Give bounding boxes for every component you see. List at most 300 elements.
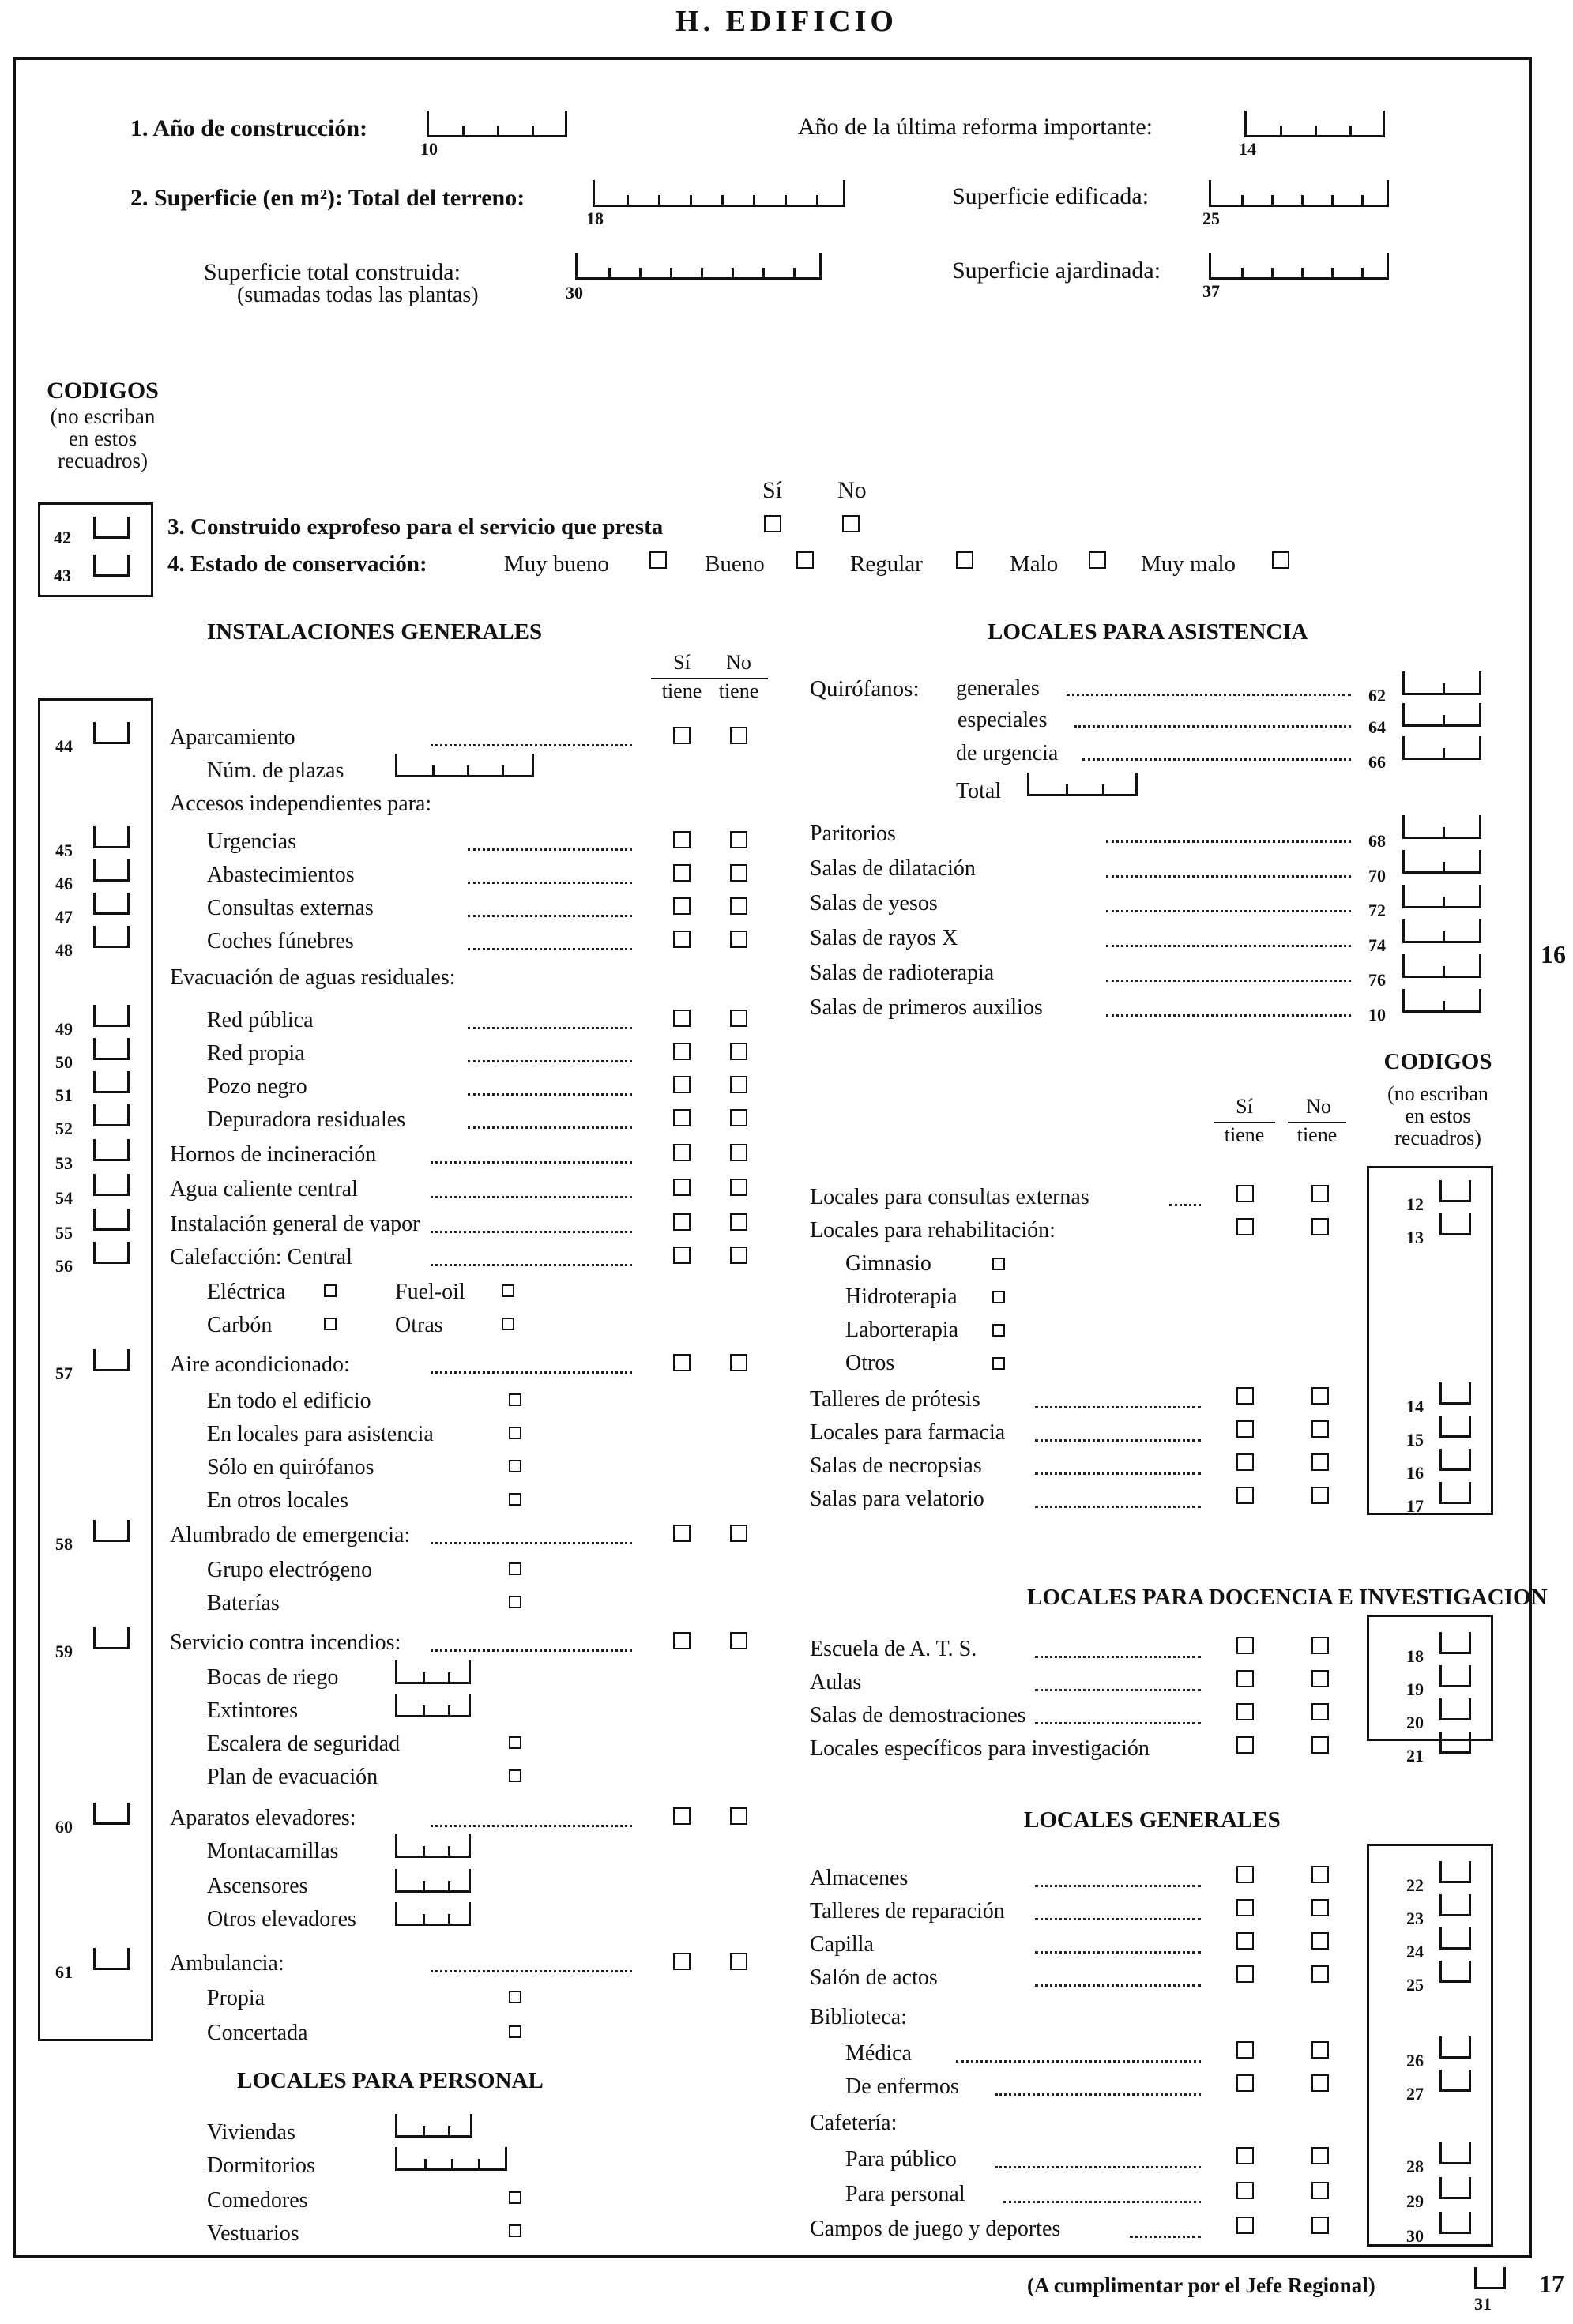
- ig-row-25-code: 58: [55, 1534, 73, 1554]
- ig-row-20-si-checkbox[interactable]: [673, 1354, 691, 1371]
- la-row-4-leader: [1106, 980, 1351, 982]
- ig-row-6-code: 48: [55, 940, 73, 960]
- codes-box-12-17: [1367, 1166, 1493, 1515]
- q4-opt-regular: Regular: [850, 551, 923, 577]
- doc-1-code-cell[interactable]: [1439, 1665, 1471, 1687]
- ext2-1-code: 15: [1406, 1430, 1424, 1450]
- ig-row-15-label: Calefacción: Central: [170, 1245, 352, 1269]
- ig-row-25-no-checkbox[interactable]: [730, 1525, 747, 1542]
- ig-row-36-label: Otros elevadores: [207, 1907, 356, 1931]
- codigos2-note-2: en estos: [1405, 1104, 1471, 1127]
- codigos-note-3: recuadros): [58, 449, 148, 472]
- ext2-2-code: 16: [1406, 1463, 1424, 1483]
- ig-row-37-code-cell[interactable]: [93, 1948, 130, 1970]
- reform-code: 14: [1239, 139, 1256, 159]
- ig-row-15-no-checkbox[interactable]: [730, 1247, 747, 1264]
- ig-row-33-no-checkbox[interactable]: [730, 1807, 747, 1825]
- ig-row-7-label: Evacuación de aguas residuales:: [170, 965, 456, 990]
- ig-row-27-checkbox[interactable]: [509, 1596, 521, 1608]
- doc-0-si-checkbox[interactable]: [1236, 1637, 1254, 1654]
- codes-box-18-21: [1367, 1615, 1493, 1741]
- lg-publico-code: 28: [1406, 2157, 1424, 2176]
- ig-row-36-cells[interactable]: [395, 1902, 471, 1926]
- ig-row-33-leader: [431, 1825, 632, 1827]
- la-no-tiene: tiene: [1288, 1122, 1346, 1145]
- ext-rehab-no-checkbox[interactable]: [1311, 1218, 1329, 1235]
- q4-regular-checkbox[interactable]: [956, 551, 973, 569]
- ext2-2-si-checkbox[interactable]: [1236, 1453, 1254, 1471]
- ig-no-tiene: tiene: [709, 678, 768, 701]
- ext-consultas-code-cell[interactable]: [1439, 1180, 1471, 1202]
- rehab-2-label: Laborterapia: [845, 1318, 959, 1342]
- terreno-cells[interactable]: [593, 180, 845, 207]
- la-row-4-cells[interactable]: [1402, 954, 1481, 978]
- la-row-0-cells[interactable]: [1402, 815, 1481, 839]
- footer-text: (A cumplimentar por el Jefe Regional): [1027, 2273, 1375, 2297]
- lg-0-code-cell[interactable]: [1439, 1861, 1471, 1883]
- ig-row-28-si-checkbox[interactable]: [673, 1632, 691, 1649]
- lg-medica-si-checkbox[interactable]: [1236, 2041, 1254, 2059]
- ig-row-17-label: Fuel-oil: [395, 1280, 465, 1304]
- ig-row-34-cells[interactable]: [395, 1834, 471, 1858]
- la-row-5-leader: [1106, 1014, 1351, 1017]
- ext2-2-leader: [1035, 1472, 1201, 1475]
- ig-row-12-code: 53: [55, 1153, 73, 1173]
- doc-1-no-checkbox[interactable]: [1311, 1670, 1329, 1687]
- lg-3-si-checkbox[interactable]: [1236, 1965, 1254, 1983]
- ig-row-20-code-cell[interactable]: [93, 1349, 130, 1371]
- lg-campos-label: Campos de juego y deportes: [810, 2217, 1061, 2241]
- rehab-2-checkbox[interactable]: [992, 1324, 1005, 1337]
- doc-title: LOCALES PARA DOCENCIA E INVESTIGACION: [1027, 1585, 1548, 1610]
- la-quirofanos: Quirófanos:: [810, 676, 920, 701]
- lg-publico-si-checkbox[interactable]: [1236, 2147, 1254, 2164]
- ig-row-19-checkbox[interactable]: [502, 1318, 514, 1330]
- la-row-2-code: 72: [1368, 901, 1386, 920]
- la-urgencia-cells[interactable]: [1402, 736, 1481, 760]
- ig-row-22-checkbox[interactable]: [509, 1427, 521, 1439]
- code-cell-42[interactable]: [93, 517, 130, 539]
- ext2-0-si-checkbox[interactable]: [1236, 1387, 1254, 1405]
- ig-row-13-si-checkbox[interactable]: [673, 1179, 691, 1196]
- lg-personal-code-cell[interactable]: [1439, 2177, 1471, 2199]
- doc-1-si-checkbox[interactable]: [1236, 1670, 1254, 1687]
- year-cells[interactable]: [427, 111, 567, 137]
- ig-row-10-si-checkbox[interactable]: [673, 1076, 691, 1093]
- codigos2-note-1: (no escriban: [1387, 1082, 1488, 1105]
- ig-row-37-no-checkbox[interactable]: [730, 1953, 747, 1970]
- lp-viviendas: Viviendas: [207, 2120, 295, 2145]
- ig-row-28-leader: [431, 1649, 632, 1652]
- ig-row-11-leader: [468, 1126, 632, 1129]
- q4-bueno-checkbox[interactable]: [796, 551, 814, 569]
- lg-campos-no-checkbox[interactable]: [1311, 2217, 1329, 2234]
- ig-row-27-label: Baterías: [207, 1591, 280, 1615]
- ig-row-25-leader: [431, 1542, 632, 1544]
- q1-label: 1. Año de construcción:: [130, 115, 367, 141]
- terreno-code: 18: [586, 209, 604, 228]
- ig-row-0-label: Aparcamiento: [170, 725, 295, 750]
- q4-muy-bueno-checkbox[interactable]: [649, 551, 667, 569]
- rehab-0-checkbox[interactable]: [992, 1258, 1005, 1270]
- ig-row-5-label: Consultas externas: [207, 896, 374, 920]
- la-title: LOCALES PARA ASISTENCIA: [988, 619, 1308, 645]
- ig-row-28-label: Servicio contra incendios:: [170, 1630, 401, 1655]
- la-row-1-leader: [1106, 875, 1351, 878]
- doc-2-code-cell[interactable]: [1439, 1698, 1471, 1720]
- lg-3-label: Salón de actos: [810, 1965, 938, 1990]
- lp-vestuarios-checkbox[interactable]: [509, 2224, 521, 2237]
- construida-code: 30: [566, 283, 583, 303]
- lg-publico-no-checkbox[interactable]: [1311, 2147, 1329, 2164]
- edificada-cells[interactable]: [1209, 180, 1389, 207]
- ext2-3-no-checkbox[interactable]: [1311, 1487, 1329, 1504]
- ext2-3-code-cell[interactable]: [1439, 1482, 1471, 1504]
- doc-3-code-cell[interactable]: [1439, 1732, 1471, 1754]
- ig-row-33-si-checkbox[interactable]: [673, 1807, 691, 1825]
- lg-medica-no-checkbox[interactable]: [1311, 2041, 1329, 2059]
- ext-consultas-no-checkbox[interactable]: [1311, 1185, 1329, 1202]
- code-cell-43[interactable]: [93, 555, 130, 577]
- ig-row-6-no-checkbox[interactable]: [730, 931, 747, 948]
- ext2-1-si-checkbox[interactable]: [1236, 1420, 1254, 1438]
- la-row-3-cells[interactable]: [1402, 919, 1481, 943]
- ext2-1-code-cell[interactable]: [1439, 1416, 1471, 1438]
- ig-row-15-si-checkbox[interactable]: [673, 1247, 691, 1264]
- ig-row-24-checkbox[interactable]: [509, 1493, 521, 1506]
- ig-row-13-label: Agua caliente central: [170, 1177, 358, 1201]
- lg-0-leader: [1035, 1885, 1201, 1887]
- doc-1-label: Aulas: [810, 1670, 862, 1694]
- footer-code-cell[interactable]: [1474, 2267, 1506, 2289]
- lg-2-code: 24: [1406, 1942, 1424, 1961]
- lg-2-leader: [1035, 1951, 1201, 1954]
- ig-row-10-code-cell[interactable]: [93, 1071, 130, 1093]
- doc-2-leader: [1035, 1722, 1201, 1724]
- la-row-1-code: 70: [1368, 866, 1386, 886]
- ig-row-4-code-cell[interactable]: [93, 859, 130, 882]
- ig-row-12-label: Hornos de incineración: [170, 1142, 377, 1167]
- ig-row-32-checkbox[interactable]: [509, 1769, 521, 1782]
- ig-row-8-si-checkbox[interactable]: [673, 1010, 691, 1027]
- ig-row-18-checkbox[interactable]: [324, 1318, 337, 1330]
- ig-row-24-label: En otros locales: [207, 1488, 348, 1513]
- doc-1-leader: [1035, 1689, 1201, 1691]
- ext-consultas-si-checkbox[interactable]: [1236, 1185, 1254, 1202]
- lg-0-label: Almacenes: [810, 1866, 909, 1890]
- la-si: Sí: [1236, 1095, 1253, 1118]
- q4-malo-checkbox[interactable]: [1089, 551, 1106, 569]
- q4-opt-malo: Malo: [1010, 551, 1059, 577]
- lg-campos-leader: [1130, 2236, 1201, 2238]
- ig-row-26-checkbox[interactable]: [509, 1562, 521, 1575]
- q3-no-checkbox[interactable]: [842, 515, 860, 532]
- ig-row-29-cells[interactable]: [395, 1660, 471, 1684]
- ig-row-25-code-cell[interactable]: [93, 1520, 130, 1542]
- ig-row-13-code-cell[interactable]: [93, 1174, 130, 1196]
- ig-no: No: [726, 651, 751, 674]
- ig-row-5-leader: [468, 915, 632, 917]
- ig-row-16-checkbox[interactable]: [324, 1284, 337, 1297]
- ig-row-1-cells[interactable]: [395, 754, 534, 777]
- ig-row-16-label: Eléctrica: [207, 1280, 286, 1304]
- codigos-note-2: en estos: [68, 427, 137, 450]
- ig-row-6-code-cell[interactable]: [93, 926, 130, 948]
- ig-row-13-leader: [431, 1196, 632, 1198]
- lp-viviendas-cells[interactable]: [395, 2114, 472, 2138]
- lg-3-no-checkbox[interactable]: [1311, 1965, 1329, 1983]
- ig-row-5-si-checkbox[interactable]: [673, 897, 691, 915]
- lg-2-si-checkbox[interactable]: [1236, 1932, 1254, 1950]
- lg-publico-leader: [995, 2166, 1201, 2168]
- ig-row-17-checkbox[interactable]: [502, 1284, 514, 1297]
- doc-3-no-checkbox[interactable]: [1311, 1736, 1329, 1754]
- lg-enfermos-si-checkbox[interactable]: [1236, 2074, 1254, 2092]
- ig-row-25-label: Alumbrado de emergencia:: [170, 1523, 411, 1547]
- lg-medica-label: Médica: [845, 2041, 912, 2066]
- lg-2-no-checkbox[interactable]: [1311, 1932, 1329, 1950]
- ext2-2-no-checkbox[interactable]: [1311, 1453, 1329, 1471]
- ig-row-6-leader: [468, 948, 632, 950]
- ig-row-14-no-checkbox[interactable]: [730, 1213, 747, 1231]
- ig-row-2-label: Accesos independientes para:: [170, 792, 432, 816]
- la-no: No: [1306, 1095, 1331, 1118]
- ig-row-1-label: Núm. de plazas: [207, 758, 344, 783]
- edificada-code: 25: [1202, 209, 1220, 228]
- ig-row-0-leader: [431, 744, 632, 746]
- lg-personal-si-checkbox[interactable]: [1236, 2182, 1254, 2199]
- ig-row-9-si-checkbox[interactable]: [673, 1043, 691, 1060]
- doc-2-no-checkbox[interactable]: [1311, 1703, 1329, 1720]
- ig-row-33-label: Aparatos elevadores:: [170, 1806, 356, 1830]
- doc-2-label: Salas de demostraciones: [810, 1703, 1026, 1728]
- ig-row-19-label: Otras: [395, 1313, 443, 1337]
- ig-row-3-no-checkbox[interactable]: [730, 831, 747, 848]
- ig-si: Sí: [673, 651, 691, 674]
- lg-publico-label: Para público: [845, 2147, 957, 2172]
- la-si-tiene: tiene: [1214, 1122, 1275, 1145]
- ext2-1-label: Locales para farmacia: [810, 1420, 1006, 1445]
- ig-row-39-checkbox[interactable]: [509, 2025, 521, 2038]
- ig-row-12-code-cell[interactable]: [93, 1139, 130, 1161]
- la-total-cells[interactable]: [1027, 773, 1138, 796]
- ext2-0-code-cell[interactable]: [1439, 1382, 1471, 1405]
- ig-row-3-code-cell[interactable]: [93, 826, 130, 848]
- lg-campos-code: 30: [1406, 2226, 1424, 2246]
- ig-row-38-checkbox[interactable]: [509, 1991, 521, 2003]
- lg-1-code-cell[interactable]: [1439, 1894, 1471, 1916]
- la-row-0-code: 68: [1368, 831, 1386, 851]
- q4-opt-bueno: Bueno: [705, 551, 765, 577]
- ig-row-18-label: Carbón: [207, 1313, 273, 1337]
- ig-row-10-no-checkbox[interactable]: [730, 1076, 747, 1093]
- la-row-0-leader: [1106, 840, 1351, 843]
- si-label: Sí: [762, 477, 783, 503]
- ig-row-0-no-checkbox[interactable]: [730, 727, 747, 744]
- ext2-1-no-checkbox[interactable]: [1311, 1420, 1329, 1438]
- ext-consultas-leader: [1169, 1204, 1201, 1206]
- lg-0-no-checkbox[interactable]: [1311, 1866, 1329, 1883]
- doc-0-no-checkbox[interactable]: [1311, 1637, 1329, 1654]
- doc-3-label: Locales específicos para investigación: [810, 1736, 1150, 1761]
- total-label-1: Superficie total construida:: [204, 259, 461, 285]
- ext-rehab-code-cell[interactable]: [1439, 1213, 1471, 1235]
- construida-cells[interactable]: [575, 253, 822, 280]
- ig-row-25-si-checkbox[interactable]: [673, 1525, 691, 1542]
- lp-title: LOCALES PARA PERSONAL: [237, 2068, 544, 2093]
- ig-row-8-no-checkbox[interactable]: [730, 1010, 747, 1027]
- ig-row-12-no-checkbox[interactable]: [730, 1144, 747, 1161]
- ig-row-5-code-cell[interactable]: [93, 893, 130, 915]
- ig-row-14-code-cell[interactable]: [93, 1209, 130, 1231]
- lg-medica-code-cell[interactable]: [1439, 2036, 1471, 2059]
- lg-publico-code-cell[interactable]: [1439, 2142, 1471, 2164]
- doc-3-si-checkbox[interactable]: [1236, 1736, 1254, 1754]
- la-row-5-cells[interactable]: [1402, 989, 1481, 1013]
- lg-personal-label: Para personal: [845, 2182, 965, 2206]
- la-row-3-leader: [1106, 945, 1351, 947]
- lg-1-no-checkbox[interactable]: [1311, 1899, 1329, 1916]
- ext2-3-leader: [1035, 1506, 1201, 1508]
- rehab-1-checkbox[interactable]: [992, 1291, 1005, 1303]
- ig-row-33-code-cell[interactable]: [93, 1803, 130, 1825]
- ig-row-14-code: 55: [55, 1223, 73, 1243]
- ig-row-11-code-cell[interactable]: [93, 1104, 130, 1126]
- rehab-3-label: Otros: [845, 1351, 895, 1375]
- doc-0-code-cell[interactable]: [1439, 1632, 1471, 1654]
- ig-row-6-label: Coches fúnebres: [207, 929, 354, 953]
- ig-row-4-leader: [468, 882, 632, 884]
- lg-cafeteria: Cafetería:: [810, 2111, 898, 2135]
- la-row-2-cells[interactable]: [1402, 885, 1481, 908]
- lg-enfermos-code-cell[interactable]: [1439, 2070, 1471, 2092]
- ig-row-5-code: 47: [55, 907, 73, 927]
- ig-row-3-label: Urgencias: [207, 829, 296, 854]
- ig-row-3-leader: [468, 848, 632, 851]
- ig-row-11-si-checkbox[interactable]: [673, 1109, 691, 1126]
- ig-row-14-leader: [431, 1231, 632, 1233]
- ig-si-tiene: tiene: [651, 678, 713, 701]
- lg-0-si-checkbox[interactable]: [1236, 1866, 1254, 1883]
- doc-0-code: 18: [1406, 1646, 1424, 1666]
- reform-cells[interactable]: [1244, 111, 1385, 137]
- codes-box-22-30: [1367, 1844, 1493, 2247]
- la-especiales-cells[interactable]: [1402, 703, 1481, 727]
- ig-row-29-label: Bocas de riego: [207, 1665, 339, 1690]
- la-urgencia-code: 66: [1368, 752, 1386, 772]
- ig-row-23-checkbox[interactable]: [509, 1460, 521, 1472]
- codigos-title: CODIGOS: [47, 378, 159, 404]
- lp-comedores-checkbox[interactable]: [509, 2191, 521, 2204]
- lg-campos-code-cell[interactable]: [1439, 2212, 1471, 2234]
- ig-row-32-label: Plan de evacuación: [207, 1765, 378, 1789]
- doc-2-si-checkbox[interactable]: [1236, 1703, 1254, 1720]
- ext-consultas-code: 12: [1406, 1194, 1424, 1214]
- lp-dormitorios-cells[interactable]: [395, 2147, 507, 2171]
- lg-1-si-checkbox[interactable]: [1236, 1899, 1254, 1916]
- q4-label: 4. Estado de conservación:: [167, 551, 427, 577]
- ajardinada-label: Superficie ajardinada:: [952, 258, 1161, 284]
- lg-3-code-cell[interactable]: [1439, 1961, 1471, 1983]
- la-generales-cells[interactable]: [1402, 671, 1481, 695]
- la-row-1-cells[interactable]: [1402, 850, 1481, 874]
- ig-row-0-si-checkbox[interactable]: [673, 727, 691, 744]
- ext2-3-si-checkbox[interactable]: [1236, 1487, 1254, 1504]
- ext-rehab-code: 13: [1406, 1228, 1424, 1247]
- ig-row-20-no-checkbox[interactable]: [730, 1354, 747, 1371]
- rehab-3-checkbox[interactable]: [992, 1357, 1005, 1370]
- ig-row-9-code-cell[interactable]: [93, 1038, 130, 1060]
- ig-row-30-label: Extintores: [207, 1698, 299, 1723]
- ext-rehab-si-checkbox[interactable]: [1236, 1218, 1254, 1235]
- lg-enfermos-no-checkbox[interactable]: [1311, 2074, 1329, 2092]
- ig-row-28-code-cell[interactable]: [93, 1627, 130, 1649]
- ig-row-37-si-checkbox[interactable]: [673, 1953, 691, 1970]
- lg-enfermos-leader: [995, 2093, 1201, 2096]
- lg-1-code: 23: [1406, 1908, 1424, 1928]
- la-row-2-leader: [1106, 910, 1351, 912]
- lg-3-leader: [1035, 1984, 1201, 1987]
- ig-row-15-code-cell[interactable]: [93, 1242, 130, 1264]
- lg-personal-no-checkbox[interactable]: [1311, 2182, 1329, 2199]
- ig-row-14-si-checkbox[interactable]: [673, 1213, 691, 1231]
- doc-2-code: 20: [1406, 1713, 1424, 1732]
- edificada-label: Superficie edificada:: [952, 183, 1150, 209]
- ig-row-12-si-checkbox[interactable]: [673, 1144, 691, 1161]
- ig-row-0-code-cell[interactable]: [93, 722, 130, 744]
- la-row-4-code: 76: [1368, 970, 1386, 990]
- ig-row-4-si-checkbox[interactable]: [673, 864, 691, 882]
- rehab-0-label: Gimnasio: [845, 1251, 931, 1276]
- ig-row-34-label: Montacamillas: [207, 1839, 339, 1863]
- ig-row-13-no-checkbox[interactable]: [730, 1179, 747, 1196]
- ig-row-4-no-checkbox[interactable]: [730, 864, 747, 882]
- ig-row-5-no-checkbox[interactable]: [730, 897, 747, 915]
- ajardinada-cells[interactable]: [1209, 253, 1389, 280]
- ig-row-6-si-checkbox[interactable]: [673, 931, 691, 948]
- ig-row-37-label: Ambulancia:: [170, 1951, 284, 1976]
- ig-row-35-cells[interactable]: [395, 1869, 471, 1893]
- ext2-0-no-checkbox[interactable]: [1311, 1387, 1329, 1405]
- ig-row-3-si-checkbox[interactable]: [673, 831, 691, 848]
- code-43: 43: [54, 566, 71, 585]
- ext2-2-code-cell[interactable]: [1439, 1449, 1471, 1471]
- ig-row-9-no-checkbox[interactable]: [730, 1043, 747, 1060]
- ig-row-8-code-cell[interactable]: [93, 1005, 130, 1027]
- lg-campos-si-checkbox[interactable]: [1236, 2217, 1254, 2234]
- ig-row-30-cells[interactable]: [395, 1694, 471, 1717]
- ig-row-11-no-checkbox[interactable]: [730, 1109, 747, 1126]
- ig-row-31-checkbox[interactable]: [509, 1736, 521, 1749]
- ext2-2-label: Salas de necropsias: [810, 1453, 982, 1478]
- ig-row-10-label: Pozo negro: [207, 1074, 307, 1099]
- ig-row-20-code: 57: [55, 1363, 73, 1383]
- la-total: Total: [956, 779, 1002, 803]
- ig-row-21-checkbox[interactable]: [509, 1393, 521, 1406]
- lg-enfermos-label: De enfermos: [845, 2074, 959, 2099]
- ig-row-14-label: Instalación general de vapor: [170, 1212, 420, 1236]
- doc-3-code: 21: [1406, 1746, 1424, 1766]
- lg-personal-leader: [1003, 2201, 1201, 2203]
- ig-row-28-code: 59: [55, 1641, 73, 1661]
- ext2-0-leader: [1035, 1406, 1201, 1408]
- ig-row-28-no-checkbox[interactable]: [730, 1632, 747, 1649]
- total-label-2: (sumadas todas las plantas): [237, 283, 479, 307]
- q3-si-checkbox[interactable]: [764, 515, 781, 532]
- lg-2-code-cell[interactable]: [1439, 1927, 1471, 1950]
- q4-muy-malo-checkbox[interactable]: [1272, 551, 1289, 569]
- ig-row-39-label: Concertada: [207, 2021, 308, 2045]
